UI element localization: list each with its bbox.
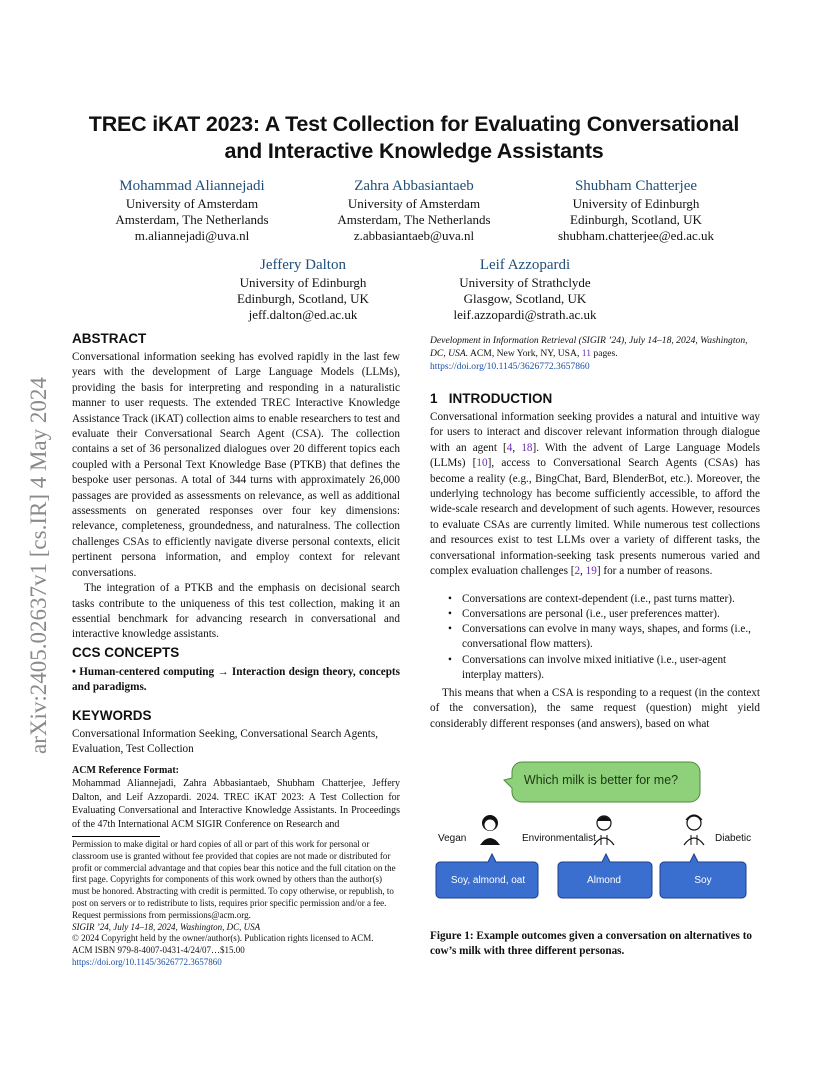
- ccs-text: • Human-centered computing → Interaction design theory, concepts and paradigms.: [72, 666, 400, 694]
- citation-link[interactable]: 19: [585, 565, 597, 578]
- bullet-item: • Conversations can involve mixed initiative (i.e., user-agent interplay matters).: [448, 654, 727, 682]
- acm-reference-heading: ACM Reference Format:: [72, 765, 179, 776]
- persona-label-diabetic: Diabetic: [715, 833, 752, 844]
- bullet-text: Conversations are context-dependent (i.e., past turns matter).: [462, 593, 735, 605]
- abstract-paragraph-1: Conversational information seeking has evolved rapidly in the last few years with the development of Large Language Models (LLMs), providing the basis for interpreting and responding in a naturalistic manner to user requests. The extended TREC Interactive Knowledge Assistance Track (iKAT) collection aims to enable researchers to test and evaluate their Conversational Search Agent (CSA). The collection contains a set of 36 personalized dialogues over 20 different topics each coupled with a Personal Text Knowledge Base (PTKB) that defines the bespoke user personas. A total of 344 turns with approximately 26,000 passages are provided as assessments on relevance, as well as additional assessments on generated responses over four key dimensions: relevance, completeness, groundedness, and naturalness. The collection challenges CSAs to efficiently navigate diverse personal contexts, elicit pertinent persona information, and employ context for relevant conversations.: [72, 351, 400, 579]
- author-affiliation: University of Edinburgh: [239, 275, 367, 290]
- answer-text-vegan: Soy, almond, oat: [450, 875, 526, 886]
- citation-link[interactable]: 18: [521, 441, 533, 454]
- intro-text: Conversational information seeking provides a natural and intuitive way for users to interact and discover relevant information through dialogue with an agent [: [430, 411, 760, 454]
- answer-text-environmentalist: Almond: [587, 875, 621, 886]
- copyright-line: © 2024 Copyright held by the owner/author(s). Publication rights licensed to ACM.: [72, 933, 374, 944]
- paper-title-line1: TREC iKAT 2023: A Test Collection for Evaluating Conversational: [88, 112, 740, 136]
- citation-link[interactable]: 10: [476, 457, 488, 470]
- persona-label-environmentalist: Environmentalist: [522, 833, 596, 844]
- introduction-paragraph-1: Conversational information seeking provides a natural and intuitive way for users to interact and discover relevant information through dialogue with an agent [4, 18]. With the advent of Large Language Models (LLMs) [10], access to Conversational Search Agents (CSAs) has become a reality (e.g., BingChat, Bard, BlenderBot, etc.). Moreover, the underlying technology has become sufficiently accessible, to afford the wide-scale research and development of such agents. However, resources to evaluate CSAs are currently limited. While numerous test collections and resources exist to test LLMs over a variety of different tasks, the conversational information-seeking task presents numerous varied and complex evaluation challenges [2, 19] for a number of reasons.: [430, 411, 761, 578]
- author-name: Mohammad Aliannejadi: [119, 178, 265, 194]
- doi-link[interactable]: https://doi.org/10.1145/3626772.3657860: [72, 956, 222, 967]
- bullet-item: • Conversations are context-dependent (i.e., past turns matter).: [448, 593, 735, 605]
- reference-continued: [430, 334, 760, 373]
- bullet-text: Conversations can involve mixed initiative (i.e., user-agent interplay matters).: [462, 654, 727, 682]
- permission-text: Permission to make digital or hard copies of all or part of this work for personal or classroom use is granted without fee provided that copies are not made or distributed for profit or commercial advantage and that copies bear this notice and the full citation on the first page. Copyrights for components of this work owned by others than the author(s) must be honored. Abstracting with credit is permitted. To copy otherwise, or republish, to post on servers or to redistribute to lists, requires prior specific permission and/or a fee. Request permissions from permissions@acm.org.: [72, 839, 396, 920]
- author-block: [203, 255, 403, 323]
- isbn-line: ACM ISBN 979-8-4007-0431-4/24/07…$15.00: [72, 945, 245, 956]
- abstract-heading: ABSTRACT: [72, 331, 147, 346]
- author-name: Zahra Abbasiantaeb: [354, 178, 474, 194]
- intro-text: ]. With the advent of Large Language Models (LLMs) [: [430, 441, 761, 470]
- permission-notice: [72, 839, 400, 969]
- author-email: jeff.dalton@ed.ac.uk: [248, 307, 358, 322]
- bullet-text: Conversations can evolve in many ways, shapes, and forms (i.e., conversational flow matters).: [462, 623, 751, 651]
- intro-text: ] for a number of reasons.: [596, 565, 713, 578]
- answer-text-diabetic: Soy: [694, 875, 712, 886]
- persona-label-vegan: Vegan: [438, 833, 467, 844]
- author-name: Jeffery Dalton: [260, 257, 346, 273]
- intro-text: ], access to Conversational Search Agents (CSAs) has become a reality (e.g., BingChat, Bard, BlenderBot, etc.). Moreover, the underlying technology has become sufficiently accessible, to afford the wide-scale research and development of such agents. However, resources to evaluate CSAs are currently limited. While numerous test collections and resources exist to test LLMs over a variety of different tasks, the conversational information-seeking task presents numerous varied and complex evaluation challenges [: [430, 457, 760, 578]
- author-name: Shubham Chatterjee: [574, 178, 698, 194]
- author-affiliation: University of Amsterdam: [125, 196, 259, 211]
- author-block: [92, 176, 292, 244]
- reference-doi-link[interactable]: https://doi.org/10.1145/3626772.3657860: [430, 361, 590, 372]
- author-block: [425, 255, 625, 323]
- reference-pages-suffix: pages.: [591, 348, 618, 359]
- author-affiliation: University of Strathclyde: [459, 275, 591, 290]
- footnote-rule: [72, 836, 160, 837]
- author-email: z.abbasiantaeb@uva.nl: [353, 228, 475, 243]
- conference-line: SIGIR ’24, July 14–18, 2024, Washington, DC, USA: [72, 921, 261, 932]
- author-location: Glasgow, Scotland, UK: [463, 291, 587, 306]
- reference-publisher: ACM, New York, NY, USA,: [468, 348, 582, 359]
- introduction-paragraph-2: This means that when a CSA is responding to a request (in the context of the conversation), the same request (question) might yield considerably different responses (and answers), based on what: [430, 687, 760, 730]
- bullet-item: • Conversations can evolve in many ways, shapes, and forms (i.e., conversational flow matters).: [448, 623, 751, 651]
- bullet-item: • Conversations are personal (i.e., user preferences matter).: [448, 608, 720, 620]
- question-text: Which milk is better for me?: [523, 773, 679, 787]
- bullet-text: Conversations are personal (i.e., user preferences matter).: [462, 608, 720, 620]
- figure-caption: Figure 1: Example outcomes given a conversation on alternatives to cow’s milk with three different personas.: [430, 930, 753, 958]
- diabetic-persona-icon: [684, 815, 704, 845]
- paper-title-line2: and Interactive Knowledge Assistants: [224, 139, 604, 163]
- abstract-paragraph-2: The integration of a PTKB and the emphasis on decisional search tasks contribute to the uniqueness of this test collection, making it an essential benchmark for advancing research in conversational and interactive knowledge assistants.: [72, 582, 400, 641]
- figure-1: [430, 758, 770, 928]
- citation-link[interactable]: 4: [506, 441, 513, 454]
- acm-reference-text: Mohammad Aliannejadi, Zahra Abbasiantaeb, Shubham Chatterjee, Jeffery Dalton, and Leif Azzopardi. 2024. TREC iKAT 2023: A Test Collection for Evaluating Conversational and Interactive Knowledge Assistants. In Proceedings of the 47th International ACM SIGIR Conference on Research and: [72, 778, 400, 830]
- author-location: Amsterdam, The Netherlands: [115, 212, 269, 227]
- reference-pages-count[interactable]: 11: [581, 348, 591, 359]
- author-block: [536, 176, 736, 244]
- abstract-body: [72, 350, 400, 643]
- keywords-heading: KEYWORDS: [72, 708, 152, 723]
- environmentalist-persona-icon: [594, 816, 614, 845]
- author-block: [314, 176, 514, 244]
- reference-venue: Development in Information Retrieval (SIGIR ’24), July 14–18, 2024, Washington, DC, USA.: [430, 335, 748, 359]
- author-email: leif.azzopardi@strath.ac.uk: [453, 307, 597, 322]
- introduction-heading: 1 INTRODUCTION: [430, 391, 553, 406]
- author-email: shubham.chatterjee@ed.ac.uk: [558, 228, 714, 243]
- author-location: Edinburgh, Scotland, UK: [570, 212, 702, 227]
- author-affiliation: University of Edinburgh: [572, 196, 700, 211]
- author-name: Leif Azzopardi: [479, 257, 571, 273]
- author-location: Edinburgh, Scotland, UK: [237, 291, 369, 306]
- citation-link[interactable]: 2: [574, 565, 581, 578]
- vegan-persona-icon: [480, 815, 500, 845]
- ccs-heading: CCS CONCEPTS: [72, 645, 180, 660]
- arxiv-identifier-text: arXiv:2405.02637v1 [cs.IR] 4 May 2024: [26, 377, 51, 754]
- author-location: Amsterdam, The Netherlands: [337, 212, 491, 227]
- author-email: m.aliannejadi@uva.nl: [134, 228, 250, 243]
- author-affiliation: University of Amsterdam: [347, 196, 481, 211]
- keywords-text: Conversational Information Seeking, Conversational Search Agents, Evaluation, Test Collection: [72, 728, 379, 756]
- acm-reference: [72, 764, 400, 831]
- arxiv-identifier: [6, 296, 58, 756]
